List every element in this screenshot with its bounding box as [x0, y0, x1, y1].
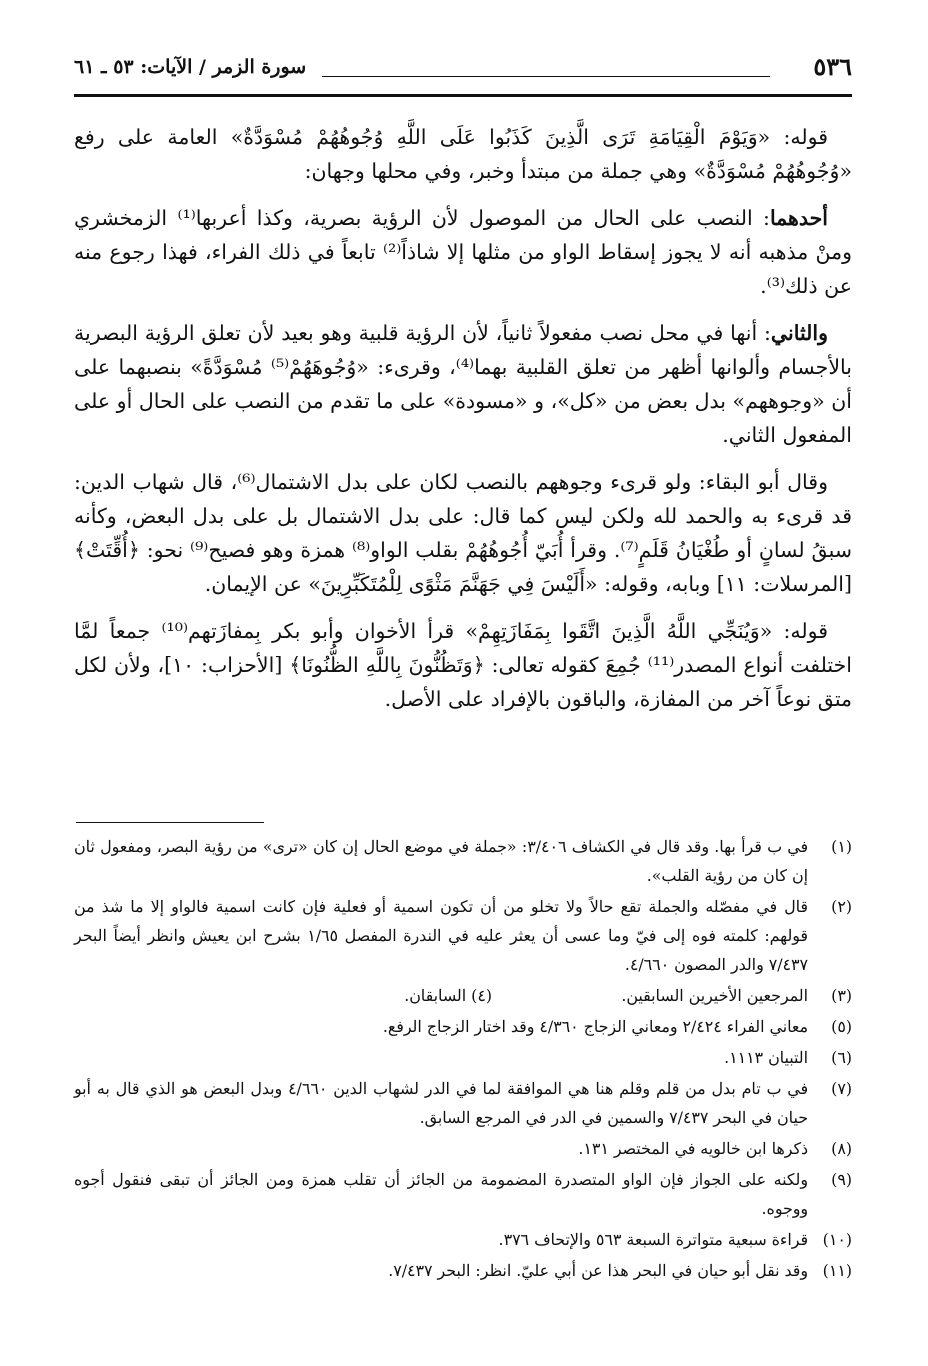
footnote-number: (٦) [831, 1048, 852, 1067]
footnote-3 [621, 981, 852, 1010]
footnote-6 [74, 1043, 852, 1072]
page-header [74, 50, 852, 90]
page-number: ٥٣٦ [813, 52, 852, 81]
header-rule [74, 94, 852, 97]
footnote-11 [74, 1256, 852, 1285]
footnote-7 [74, 1074, 852, 1132]
footnote-10 [74, 1225, 852, 1254]
footnote-5 [74, 1012, 852, 1041]
footnote-text: السابقان. [404, 986, 467, 1005]
paragraph-1: قوله: «وَيَوْمَ الْقِيَامَةِ تَرَى الَّذِينَ كَذَبُوا عَلَى اللَّهِ وُجُوهُهُمْ مُسْوَدَّةٌ» العامة على رفع «وُجُوهُهُمْ مُسْوَدَّةٌ» وهي جملة من مبتدأ وخبر، وفي محلها وجهان: [74, 125, 852, 183]
footnote-number: (٩) [831, 1170, 852, 1189]
footnote-text: معاني الفراء ٢/٤٢٤ ومعاني الزجاج ٤/٣٦٠ وقد اختار الزجاج الرفع. [382, 1017, 808, 1036]
main-text [74, 120, 852, 729]
footnote-text: في ب قرأ بها. وقد قال في الكشاف ٣/٤٠٦: «جملة في موضع الحال إن كان «ترى» من رؤية البصر، ومفعول ثان إن كان من رؤية القلب». [74, 837, 808, 885]
paragraph-4: وقال أبو البقاء: ولو قرىء وجوههم بالنصب لكان على بدل الاشتمال⁽⁶⁾، قال شهاب الدين: قد قرىء به والحمد لله ولكن ليس كما قال: على بدل الاشتمال بل على بدل البعض، وكأنه سبقُ لسانٍ أو طُغْيَانُ قَلَمٍ⁽⁷⁾. وقرأ أُبَيّ أُجُوهُهُمْ بقلب الواو⁽⁸⁾ همزة وهو فصيح⁽⁹⁾ نحو: ﴿أُقِّتَتْ﴾ [المرسلات: ١١] وبابه، وقوله: «أَلَيْسَ فِي جَهَنَّمَ مَثْوًى لِلْمُتَكَبِّرِينَ» عن الإيمان. [74, 470, 853, 596]
footnote-number: (٤) [471, 986, 492, 1005]
paragraph-3-text: : أنها في محل نصب مفعولاً ثانياً، لأن الرؤية قلبية وهو بعيد لأن تعلق الرؤية البصرية بالأجسام وألوانها أظهر من تعلق القلبية بهما⁽⁴⁾، وقرىء: «وُجُوهَهُمْ⁽⁵⁾ مُسْوَدَّةً» بنصبهما على أن «وجوههم» بدل بعض من «كل»، و «مسودة» على ما تقدم من النصب على الحال أو على المفعول الثاني. [74, 321, 852, 447]
paragraph-2-lead: أحدهما [769, 206, 828, 230]
footnote-1 [74, 832, 852, 890]
footnote-number: (٧) [831, 1079, 852, 1098]
footnote-text: قراءة سبعية متواترة السبعة ٥٦٣ والإتحاف ٣٧٦. [498, 1230, 808, 1249]
footnote-number: (٥) [831, 1017, 852, 1036]
footnotes [74, 832, 852, 1287]
footnote-number: (٢) [831, 897, 852, 916]
footnote-number: (٨) [831, 1139, 852, 1158]
footnote-text: المرجعين الأخيرين السابقين. [621, 986, 808, 1005]
footnote-text: وقد نقل أبو حيان في البحر هذا عن أبي عليّ. انظر: البحر ٧/٤٣٧. [388, 1261, 808, 1280]
footnote-number: (١) [831, 837, 852, 856]
footnote-3-4 [74, 981, 852, 1010]
footnote-text: التبيان ١١١٣. [724, 1048, 808, 1067]
footnote-rule [76, 822, 264, 823]
footnote-text: في ب تام بدل من قلم وقلم هنا هي الموافقة لما في الدر لشهاب الدين ٤/٦٦٠ وبدل البعض هو الذي قال به أبو حيان في البحر ٧/٤٣٧ والسمين في الدر في المرجع السابق. [74, 1079, 808, 1127]
footnote-text: ذكرها ابن خالويه في المختصر ١٣١. [578, 1139, 808, 1158]
footnote-2 [74, 892, 852, 979]
footnote-number: (١٠) [822, 1230, 852, 1249]
footnote-8 [74, 1134, 852, 1163]
footnote-number: (٣) [831, 986, 852, 1005]
running-title: سورة الزمر / الآيات: ٥٣ ـ ٦١ [74, 56, 307, 78]
footnote-4 [404, 981, 492, 1010]
paragraph-2-text: : النصب على الحال من الموصول لأن الرؤية بصرية، وكذا أعربها⁽¹⁾ الزمخشري ومنْ مذهبه أنه لا يجوز إسقاط الواو من مثلها إلا شاذاً⁽²⁾ تابعاً في ذلك الفراء، فهذا رجوع منه عن ذلك⁽³⁾. [74, 206, 852, 298]
header-thin-line [322, 76, 770, 77]
paragraph-2 [74, 201, 852, 303]
footnote-text: ولكنه على الجواز فإن الواو المتصدرة المضمومة من الجائز أن تقلب همزة ومن الجائز أن تبقى فنقول أجوه ووجوه. [74, 1170, 808, 1218]
footnote-number: (١١) [822, 1261, 852, 1280]
paragraph-3 [74, 316, 852, 452]
paragraph-5: قوله: «وَيُنَجِّي اللَّهُ الَّذِينَ اتَّقَوا بِمَفَازَتِهِمْ» قرأ الأخوان وأبو بكر بِمفازَتهم⁽¹⁰⁾ جمعاً لمَّا اختلفت أنواع المصدر⁽¹¹⁾ جُمِعَ كقوله تعالى: ﴿وَتَظُنُّونَ بِاللَّهِ الظُّنُونَا﴾ [الأحزاب: ١٠]، ولأن لكل متق نوعاً آخر من المفازة، والباقون بالإفراد على الأصل. [74, 619, 852, 711]
paragraph-3-lead: والثاني [770, 321, 828, 345]
footnote-9 [74, 1165, 852, 1223]
footnote-text: قال في مفصّله والجملة تقع حالاً ولا تخلو من أن تكون اسمية أو فعلية فإن كانت اسمية فالواو إلا ما شذ من قولهم: كلمته فوه إلى فيّ وما عسى أن يعثر عليه في الندرة المفصل ١/٦٥ بشرح ابن يعيش وانظر أيضاً البحر ٧/٤٣٧ والدر المصون ٤/٦٦٠. [74, 897, 808, 974]
